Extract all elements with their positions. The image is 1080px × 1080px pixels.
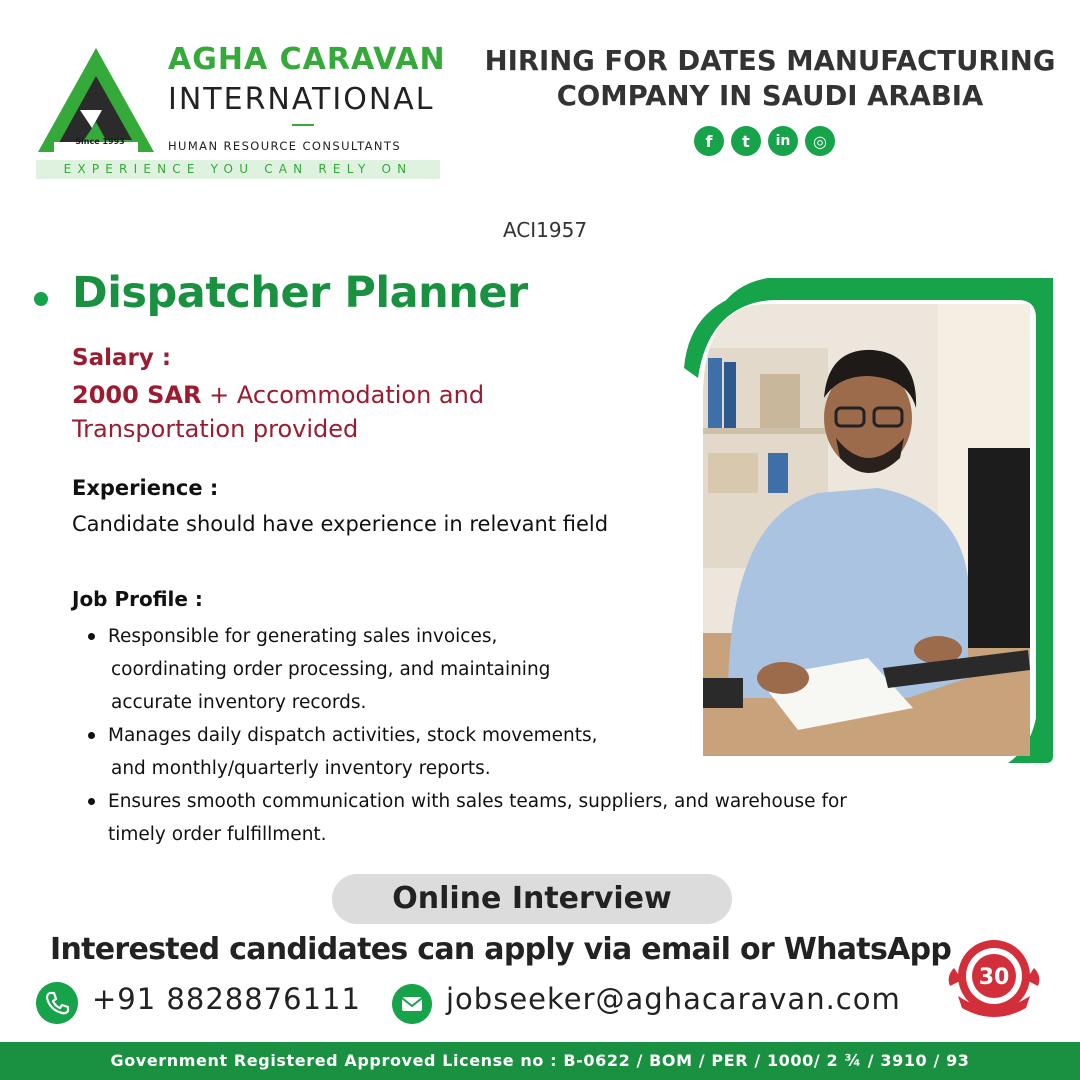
- brand-name-line2: INTERNATIONAL: [168, 82, 435, 117]
- 30-years-seal-icon: [944, 936, 1044, 1020]
- candidate-photo: [668, 278, 1053, 768]
- brand-subtitle: HUMAN RESOURCE CONSULTANTS: [168, 139, 402, 153]
- list-item-line: timely order fulfillment.: [108, 824, 327, 845]
- salary-details: [72, 378, 692, 446]
- experience-text: Candidate should have experience in relevant field: [72, 512, 609, 536]
- list-item-line: accurate inventory records.: [111, 692, 367, 713]
- salary-benefits-cont: Transportation provided: [72, 415, 359, 443]
- since-year: Since 1993: [75, 137, 125, 146]
- linkedin-icon[interactable]: in: [768, 126, 798, 156]
- salary-heading: Salary :: [72, 345, 172, 371]
- instagram-icon[interactable]: ◎: [805, 126, 835, 156]
- facebook-icon[interactable]: f: [694, 126, 724, 156]
- email-icon: [392, 984, 432, 1024]
- salary-benefits: + Accommodation and: [209, 381, 485, 409]
- license-text: Government Registered Approved License no : B-0622 / BOM / PER / 1000/ 2 ¾ / 3910 / 93: [110, 1051, 970, 1070]
- brand-tagline: EXPERIENCE YOU CAN RELY ON: [63, 162, 413, 176]
- svg-text:30: 30: [978, 965, 1010, 990]
- social-links: [694, 126, 835, 156]
- contact-email[interactable]: jobseeker@aghacaravan.com: [446, 982, 901, 1016]
- list-item-line: Responsible for generating sales invoices,: [108, 626, 498, 647]
- phone-icon: [36, 982, 78, 1024]
- job-title: Dispatcher Planner: [72, 268, 528, 318]
- hiring-headline: [470, 44, 1070, 114]
- hiring-line-2: COMPANY IN SAUDI ARABIA: [556, 80, 984, 112]
- brand-divider: [292, 124, 314, 126]
- apply-instructions: Interested candidates can apply via email or WhatsApp: [50, 932, 952, 967]
- list-item: [88, 785, 988, 851]
- twitter-icon[interactable]: t: [731, 126, 761, 156]
- list-item-line: coordinating order processing, and maintaining: [111, 659, 551, 680]
- salary-amount: 2000 SAR: [72, 381, 202, 409]
- interview-mode-badge: Online Interview: [332, 874, 732, 924]
- reference-code: ACI1957: [502, 218, 588, 242]
- job-profile-heading: Job Profile :: [72, 587, 203, 611]
- list-item-line: Manages daily dispatch activities, stock movements,: [108, 725, 598, 746]
- hiring-line-1: HIRING FOR DATES MANUFACTURING: [484, 45, 1056, 77]
- list-item-line: and monthly/quarterly inventory reports.: [111, 758, 491, 779]
- contact-phone[interactable]: +91 8828876111: [92, 982, 361, 1016]
- brand-name-line1: AGHA CARAVAN: [168, 42, 446, 77]
- list-item-line: Ensures smooth communication with sales teams, suppliers, and warehouse for: [108, 791, 847, 812]
- title-bullet: [34, 292, 48, 306]
- experience-heading: Experience :: [72, 476, 219, 500]
